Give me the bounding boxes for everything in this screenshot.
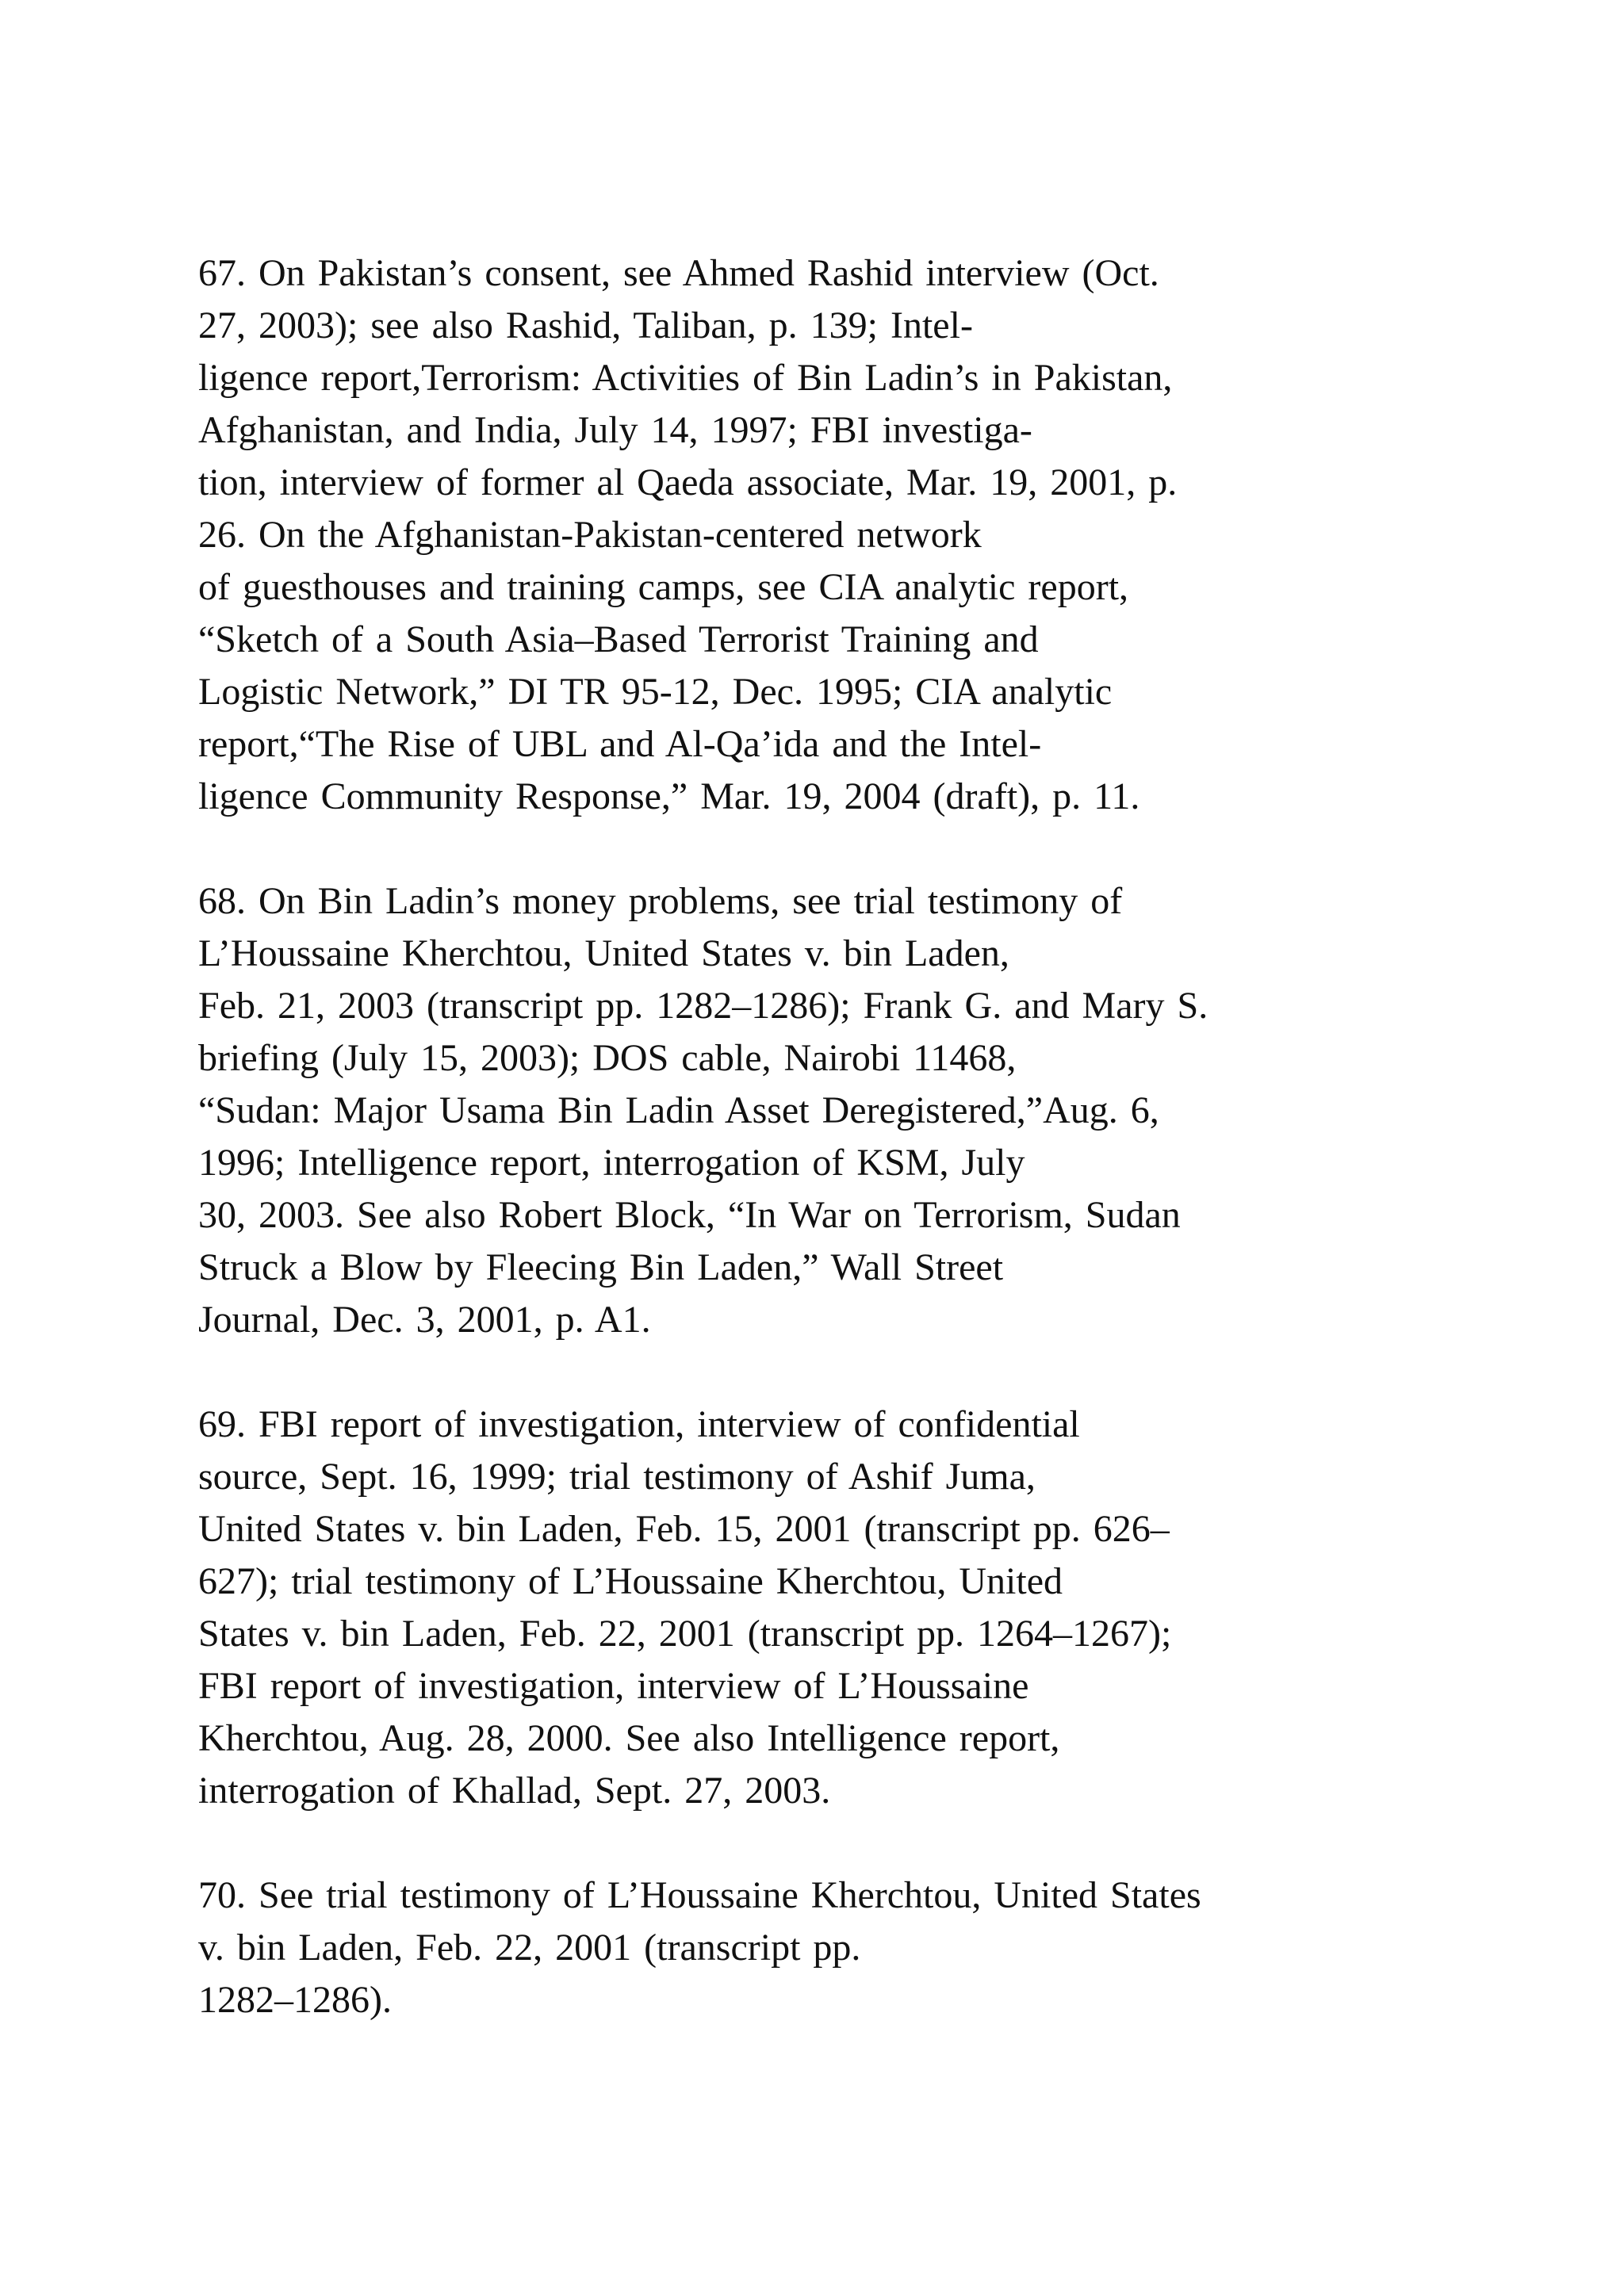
note-line: of guesthouses and training camps, see CIA analytic report, [198, 566, 1129, 608]
note-line: ligence report,Terrorism: Activities of Bin Ladin’s in Pakistan, [198, 357, 1173, 399]
note-line: States v. bin Laden, Feb. 22, 2001 (transcript pp. 1264–1267); [198, 1613, 1172, 1655]
note-line: ligence Community Response,” Mar. 19, 2004 (draft), p. 11. [198, 775, 1140, 817]
endnotes [198, 247, 1546, 2079]
note-line: 70. See trial testimony of L’Houssaine Kherchtou, United States [198, 1874, 1201, 1916]
note-line: 1282–1286). [198, 1979, 392, 2021]
note-line: 1996; Intelligence report, interrogation of KSM, July [198, 1142, 1025, 1184]
note-line: 27, 2003); see also Rashid, Taliban, p. 139; Intel- [198, 304, 973, 346]
note-line: L’Houssaine Kherchtou, United States v. bin Laden, [198, 932, 1009, 974]
note-line: v. bin Laden, Feb. 22, 2001 (transcript pp. [198, 1927, 861, 1969]
note-line: 26. On the Afghanistan-Pakistan-centered network [198, 514, 982, 556]
endnote-69 [198, 1399, 1546, 1817]
note-line: 30, 2003. See also Robert Block, “In War on Terrorism, Sudan [198, 1194, 1181, 1236]
note-line: briefing (July 15, 2003); DOS cable, Nairobi 11468, [198, 1037, 1017, 1079]
note-line: Logistic Network,” DI TR 95-12, Dec. 1995; CIA analytic [198, 671, 1113, 713]
note-line: FBI report of investigation, interview of L’Houssaine [198, 1665, 1029, 1707]
note-line: 69. FBI report of investigation, interview of confidential [198, 1403, 1080, 1445]
note-line: Journal, Dec. 3, 2001, p. A1. [198, 1299, 651, 1341]
note-line: 67. On Pakistan’s consent, see Ahmed Rashid interview (Oct. [198, 252, 1159, 294]
note-line: Struck a Blow by Fleecing Bin Laden,” Wall Street [198, 1246, 1004, 1288]
endnote-67 [198, 247, 1546, 823]
note-line: source, Sept. 16, 1999; trial testimony of Ashif Juma, [198, 1456, 1036, 1498]
note-line: 627); trial testimony of L’Houssaine Kherchtou, United [198, 1560, 1063, 1602]
note-line: “Sketch of a South Asia–Based Terrorist Training and [198, 618, 1039, 660]
endnote-70 [198, 1869, 1546, 2026]
note-line: tion, interview of former al Qaeda associate, Mar. 19, 2001, p. [198, 461, 1178, 503]
note-line: United States v. bin Laden, Feb. 15, 2001 (transcript pp. 626– [198, 1508, 1170, 1550]
endnote-68 [198, 875, 1546, 1346]
note-line: report,“The Rise of UBL and Al-Qa’ida and the Intel- [198, 723, 1042, 765]
note-line: Feb. 21, 2003 (transcript pp. 1282–1286); Frank G. and Mary S. [198, 985, 1208, 1027]
note-line: Kherchtou, Aug. 28, 2000. See also Intelligence report, [198, 1717, 1060, 1759]
note-line: interrogation of Khallad, Sept. 27, 2003. [198, 1770, 831, 1812]
note-line: “Sudan: Major Usama Bin Ladin Asset Deregistered,”Aug. 6, [198, 1089, 1159, 1131]
note-line: 68. On Bin Ladin’s money problems, see trial testimony of [198, 880, 1123, 922]
note-line: Afghanistan, and India, July 14, 1997; FBI investiga- [198, 409, 1032, 451]
